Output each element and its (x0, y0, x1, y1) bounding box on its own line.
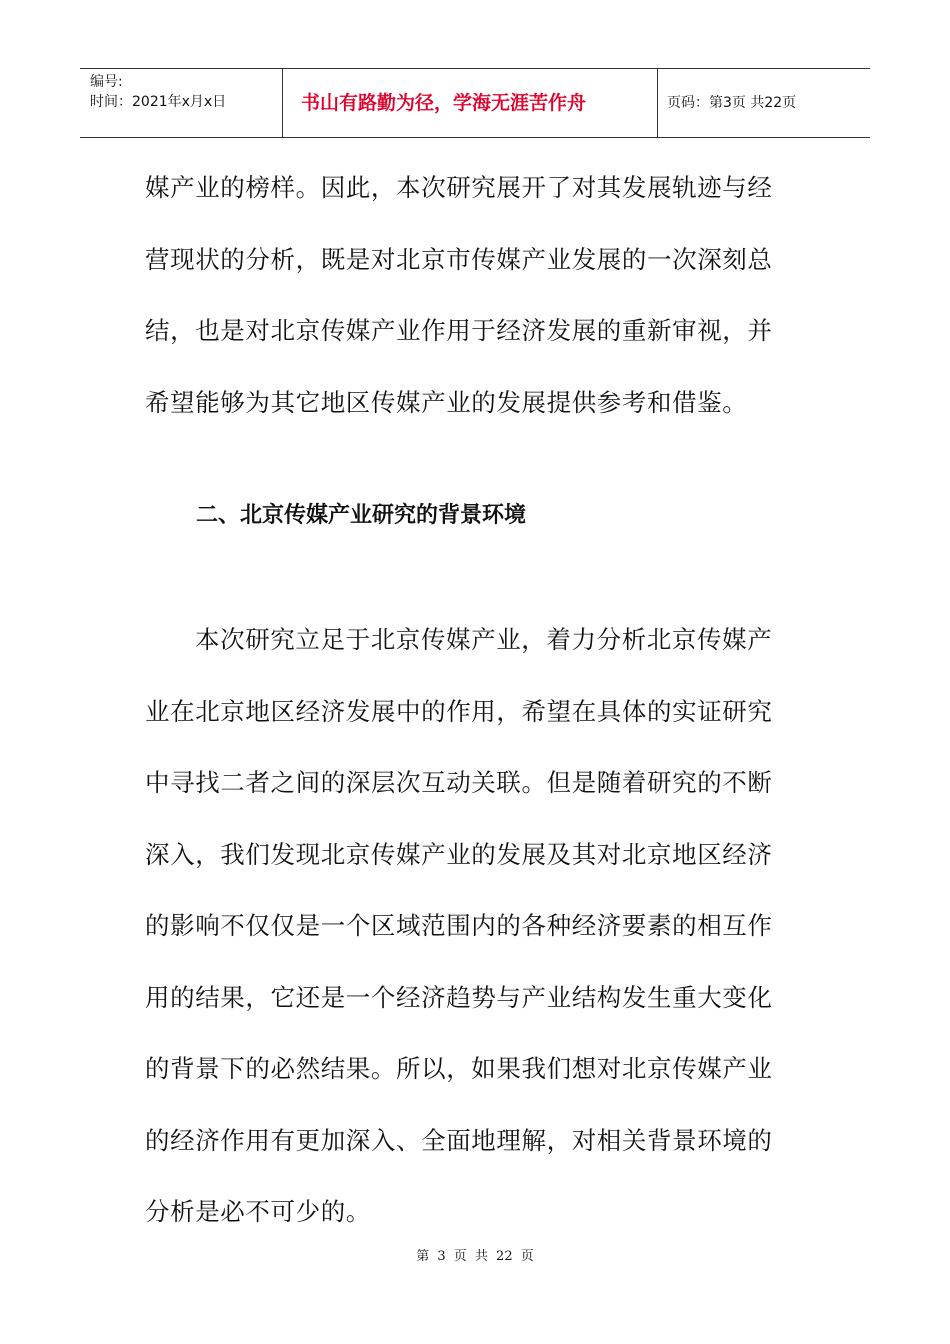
paragraph-line: 分析是必不可少的。 (145, 1197, 371, 1226)
paragraph-line: 营现状的分析，既是对北京市传媒产业发展的一次深刻总 (145, 244, 773, 274)
header-right-cell (657, 69, 870, 137)
paragraph-line: 中寻找二者之间的深层次互动关联。但是随着研究的不断 (145, 768, 773, 797)
paragraph-line: 业在北京地区经济发展中的作用，希望在具体的实证研究 (145, 696, 773, 726)
paragraph-1 (145, 152, 815, 438)
document-date-label: 时间：2021年x月x日 (90, 94, 227, 110)
paragraph-line: 结，也是对北京传媒产业作用于经济发展的重新审视，并 (145, 316, 773, 345)
header-motto: 书山有路勤为径，学海无涯苦作舟 (301, 92, 587, 114)
paragraph-line: 深入，我们发现北京传媒产业的发展及其对北京地区经济 (145, 839, 773, 869)
paragraph-line: 的经济作用有更加深入、全面地理解，对相关背景环境的 (145, 1125, 773, 1155)
paragraph-line: 媒产业的榜样。因此，本次研究展开了对其发展轨迹与经 (145, 173, 773, 202)
page-footer: 第 3 页 共 22 页 (416, 1249, 534, 1264)
paragraph-line: 的影响不仅仅是一个区域范围内的各种经济要素的相互作 (145, 911, 773, 940)
header-left-cell (80, 69, 282, 137)
page-header (80, 68, 870, 138)
paragraph-line: 用的结果，它还是一个经济趋势与产业结构发生重大变化 (145, 982, 773, 1012)
section-heading: 二、北京传媒产业研究的背景环境 (196, 503, 527, 528)
paragraph-line: 的背景下的必然结果。所以，如果我们想对北京传媒产业 (145, 1054, 773, 1083)
paragraph-2 (145, 604, 815, 1248)
header-page-number: 页码：第3页 共22页 (667, 95, 797, 111)
paragraph-line: 希望能够为其它地区传媒产业的发展提供参考和借鉴。 (145, 387, 748, 417)
paragraph-line: 本次研究立足于北京传媒产业，着力分析北京传媒产 (195, 625, 773, 654)
document-number-label: 编号: (90, 74, 123, 90)
header-center-cell (282, 69, 658, 137)
